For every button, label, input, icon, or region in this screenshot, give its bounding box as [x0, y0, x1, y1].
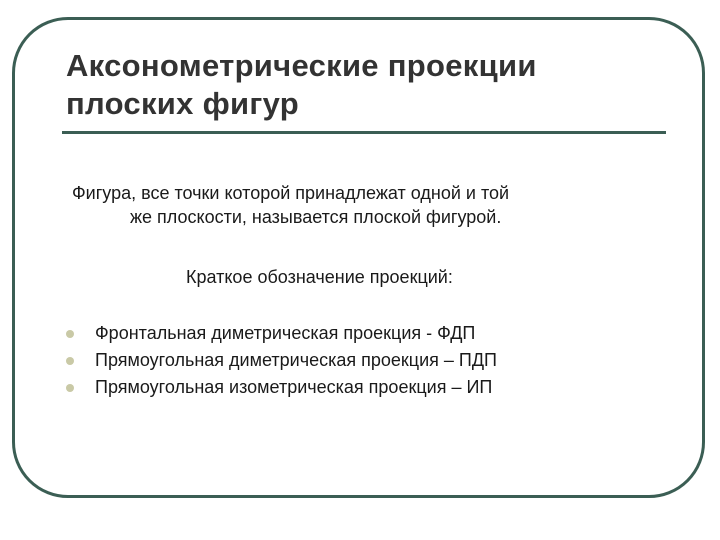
slide-title [66, 47, 686, 123]
title-line-2: плоских фигур [66, 86, 299, 121]
bullet-dot-icon [66, 357, 74, 365]
definition-line-2: же плоскости, называется плоской фигурой. [130, 207, 502, 227]
abbreviations-subheading: Краткое обозначение проекций: [186, 267, 453, 287]
definition-paragraph [72, 181, 672, 229]
definition-line-1: Фигура, все точки которой принадлежат одной и той [72, 183, 510, 203]
list-item-text: Прямоугольная изометрическая проекция – ИП [95, 377, 493, 397]
bullet-dot-icon [66, 330, 74, 338]
title-line-1: Аксонометрические проекции [66, 48, 537, 83]
bullet-dot-icon [66, 384, 74, 392]
title-underline [62, 131, 666, 134]
list-item-text: Фронтальная диметрическая проекция - ФДП [95, 323, 476, 343]
list-item-text: Прямоугольная диметрическая проекция – ПДП [95, 350, 497, 370]
